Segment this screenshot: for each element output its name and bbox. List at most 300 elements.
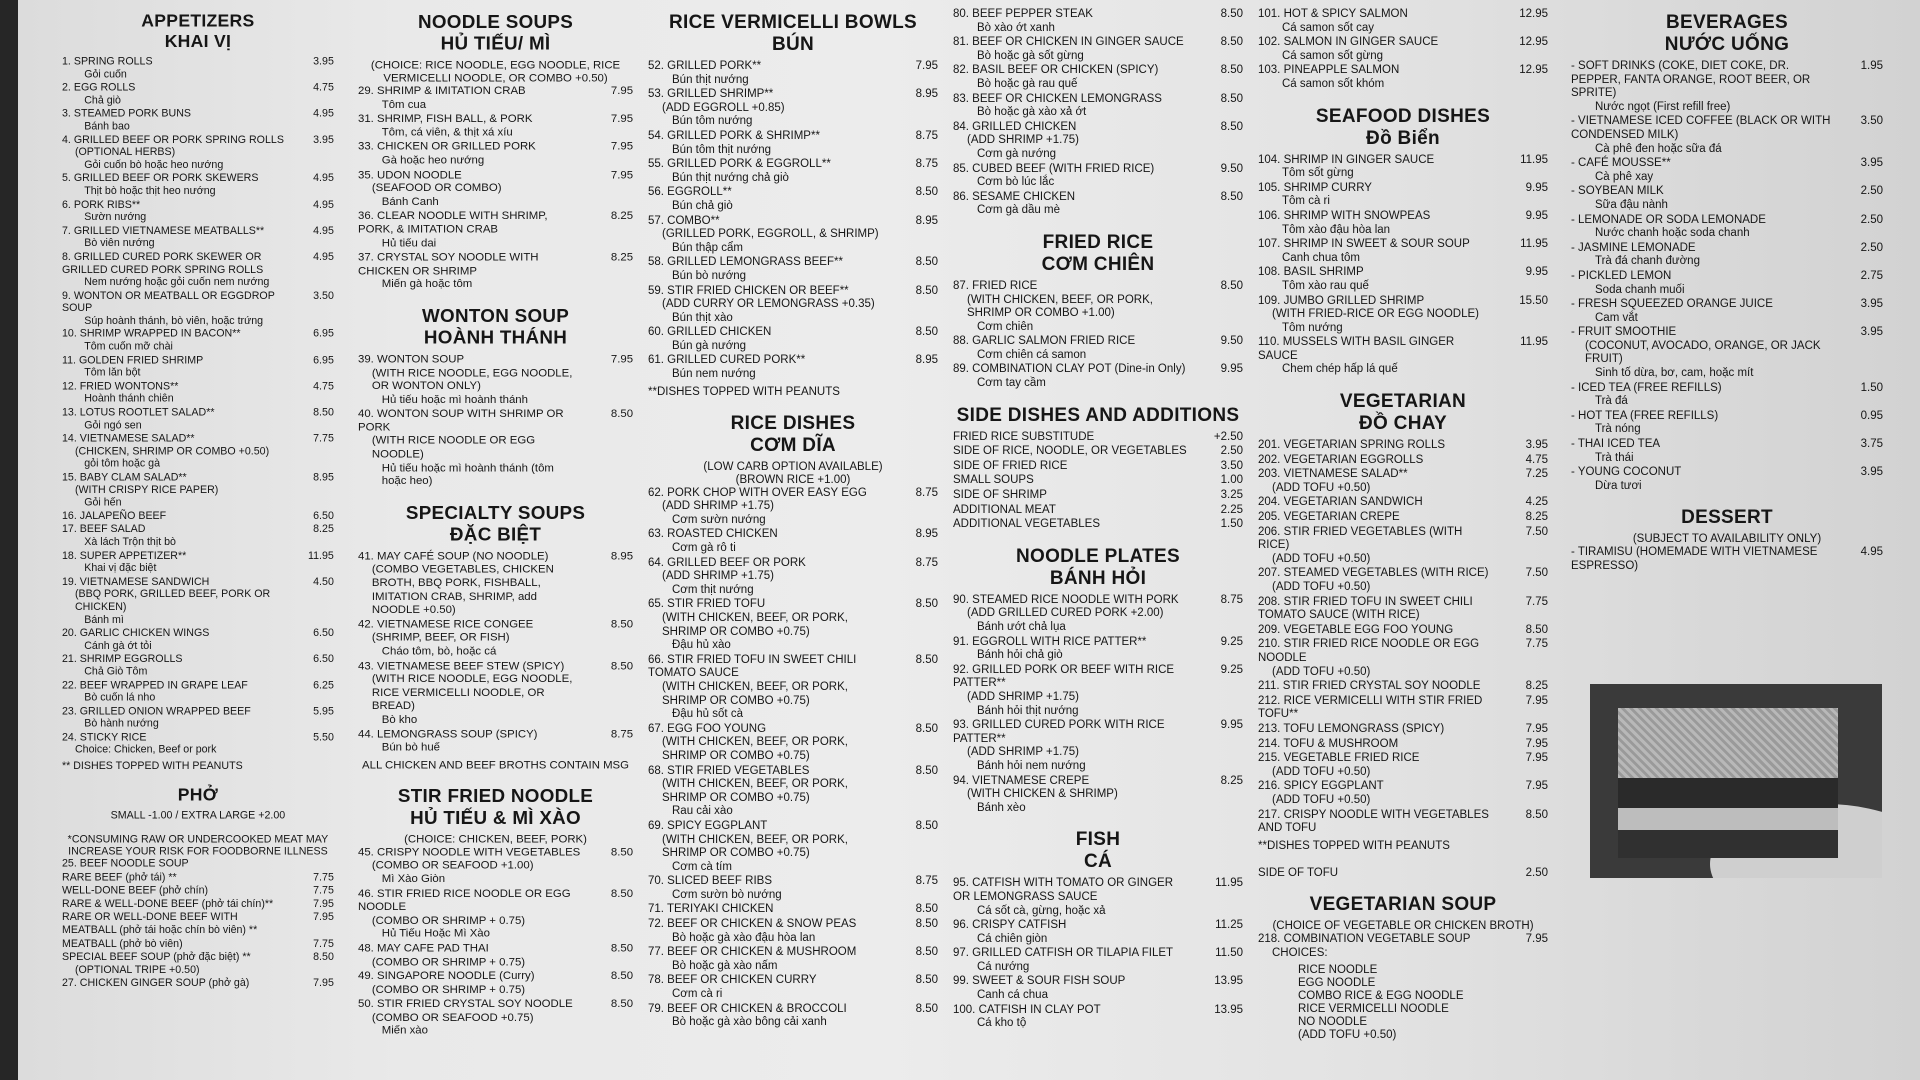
item-description: (ADD TOFU +0.50): [1272, 581, 1371, 593]
menu-item: [953, 636, 1243, 663]
item-name: 57. COMBO**: [648, 214, 720, 227]
item-name: 22. BEEF WRAPPED IN GRAPE LEAF: [62, 679, 248, 691]
menu-item: [62, 381, 334, 406]
item-vietnamese-name: Bún thịt nướng: [672, 73, 749, 86]
item-price: 8.95: [915, 88, 938, 101]
menu-item: [953, 8, 1243, 35]
menu-item: [1258, 638, 1548, 679]
item-price: 7.75: [313, 885, 334, 897]
item-vietnamese-name: Cá kho tộ: [977, 1017, 1027, 1030]
item-price: 1.50: [1220, 518, 1243, 531]
item-vietnamese-name: Cơm sườn bò nướng: [672, 888, 782, 901]
item-name: 86. SESAME CHICKEN: [953, 190, 1076, 203]
item-price: 6.50: [313, 510, 334, 522]
section-note: **DISHES TOPPED WITH PEANUTS: [1258, 839, 1450, 852]
item-name: 210. STIR FRIED RICE NOODLE OR EGG NOODLE: [1258, 638, 1480, 664]
item-name: 110. MUSSELS WITH BASIL GINGER SAUCE: [1258, 336, 1455, 362]
item-vietnamese-name: Tôm sốt gừng: [1282, 167, 1354, 180]
item-price: 6.95: [313, 328, 334, 340]
item-price: 8.50: [610, 408, 634, 421]
item-price: 12.95: [1519, 8, 1548, 20]
item-name: - VIETNAMESE ICED COFFEE (BLACK OR WITH CONDENSED MILK): [1571, 115, 1831, 141]
menu-item: [1258, 738, 1548, 752]
item-vietnamese-name: Gỏi cuốn bò hoặc heo nướng: [84, 159, 224, 171]
item-vietnamese-name: Cá sốt cà, gừng, hoặc xả: [977, 904, 1106, 917]
section-title: WONTON SOUP HOÀNH THÁNH: [421, 305, 570, 349]
menu-item: [1571, 326, 1883, 380]
menu-item: [62, 938, 334, 951]
item-vietnamese-name: Mì Xào Giòn: [381, 873, 446, 886]
item-price: 7.75: [1525, 595, 1548, 608]
menu-item: [358, 619, 633, 659]
menu-section: [953, 8, 1243, 218]
menu-item: [648, 354, 938, 381]
item-price: 9.95: [1220, 719, 1243, 732]
item-price: 7.75: [313, 938, 334, 950]
item-vietnamese-name: Trà đá: [1595, 395, 1628, 408]
item-price: 15.50: [1519, 294, 1548, 307]
item-vietnamese-name: Cơm chiên: [977, 320, 1034, 333]
item-vietnamese-name: Cam vắt: [1595, 311, 1638, 324]
item-name: 67. EGG FOO YOUNG: [648, 722, 767, 735]
item-name: 71. TERIYAKI CHICKEN: [648, 903, 774, 916]
item-name: 209. VEGETABLE EGG FOO YOUNG: [1258, 623, 1454, 636]
item-name: 50. STIR FRIED CRYSTAL SOY NOODLE: [358, 998, 573, 1011]
item-vietnamese-name: Tôm xào rau quế: [1282, 279, 1369, 292]
item-price: 2.50: [1860, 241, 1883, 254]
item-price: 8.95: [915, 528, 938, 541]
item-name: - HOT TEA (FREE REFILLS): [1571, 409, 1719, 422]
item-name: - FRESH SQUEEZED ORANGE JUICE: [1571, 298, 1773, 311]
item-name: 206. STIR FRIED VEGETABLES (WITH RICE): [1258, 525, 1463, 552]
item-price: 3.50: [313, 290, 334, 302]
menu-column-6: [1571, 8, 1883, 588]
menu-item: [1258, 266, 1548, 293]
item-price: 8.25: [313, 524, 334, 536]
item-price: 4.95: [313, 173, 334, 185]
item-vietnamese-name: Sinh tố dừa, bơ, cam, hoặc mít: [1595, 367, 1754, 380]
item-price: 8.50: [1220, 92, 1243, 105]
item-price: 7.95: [1525, 694, 1548, 707]
item-vietnamese-name: Bún thịt xào: [672, 311, 733, 324]
item-vietnamese-name: Tôm nướng: [1282, 321, 1343, 334]
menu-item: [953, 93, 1243, 120]
item-price: 6.50: [313, 627, 334, 639]
menu-item: [358, 85, 633, 112]
item-name: 59. STIR FRIED CHICKEN OR BEEF**: [648, 284, 849, 297]
item-price: 8.25: [1220, 774, 1243, 787]
item-name: 58. GRILLED LEMONGRASS BEEF**: [648, 256, 843, 269]
item-price: 11.95: [1520, 238, 1548, 251]
item-vietnamese-name: Hủ tiếu hoặc mì hoành thánh: [381, 393, 528, 406]
item-name: 52. GRILLED PORK**: [648, 60, 762, 72]
item-price: 4.95: [313, 108, 334, 120]
menu-item: [358, 888, 633, 942]
menu-item: [1571, 298, 1883, 325]
menu-item: [358, 141, 633, 168]
menu-item: [62, 199, 334, 224]
item-name: 25. BEEF NOODLE SOUP: [62, 858, 189, 870]
menu-item: [648, 557, 938, 598]
item-vietnamese-name: Rau cải xào: [672, 805, 733, 818]
item-price: 8.95: [313, 471, 334, 484]
item-vietnamese-name: Tôm lăn bột: [84, 367, 141, 379]
item-description: (WITH CHICKEN, BEEF, OR PORK, SHRIMP OR COMBO +1.00): [967, 293, 1153, 320]
item-price: 2.50: [1860, 185, 1883, 198]
item-name: 53. GRILLED SHRIMP**: [648, 88, 774, 101]
item-name: 42. VIETNAMESE RICE CONGEE: [358, 618, 534, 631]
menu-item: [62, 912, 334, 937]
item-vietnamese-name: Bún nem nướng: [672, 368, 756, 381]
item-description: CHOICES:: [1272, 946, 1328, 959]
menu-item: [648, 765, 938, 819]
item-vietnamese-name: Chem chép hấp lá quế: [1282, 363, 1398, 376]
item-price: 7.95: [1525, 933, 1548, 946]
item-vietnamese-name: Tôm cuốn mỡ chài: [84, 341, 173, 353]
item-vietnamese-name: Trà thái: [1595, 451, 1634, 464]
item-price: 8.50: [915, 819, 938, 832]
menu-item: [648, 487, 938, 528]
menu-item: [1258, 596, 1548, 623]
item-name: 6. PORK RIBS**: [62, 199, 141, 211]
menu-item: [1258, 680, 1548, 694]
item-vietnamese-name: Trà đá chanh đường: [1595, 255, 1700, 268]
item-price: 7.95: [1525, 780, 1548, 793]
item-description: (COMBO OR SHRIMP + 0.75): [371, 955, 526, 968]
item-price: 8.50: [915, 974, 938, 987]
menu-item: [1258, 933, 1548, 960]
item-name: 17. BEEF SALAD: [62, 524, 146, 536]
menu-section: [1258, 867, 1548, 881]
item-name: 70. SLICED BEEF RIBS: [648, 875, 772, 888]
item-price: 8.50: [915, 284, 938, 297]
menu-item: [648, 256, 938, 283]
item-price: 8.50: [1220, 64, 1243, 77]
menu-item: [1258, 496, 1548, 510]
item-price: 8.75: [1220, 593, 1243, 606]
menu-section: [648, 413, 938, 1030]
menu-item: [62, 225, 334, 250]
item-vietnamese-name: Bún thịt nướng chả giò: [672, 171, 789, 184]
item-name: - TIRAMISU (HOMEMADE WITH VIETNAMESE ESPRESSO): [1571, 546, 1818, 572]
item-price: 8.95: [915, 214, 938, 227]
item-price: 1.00: [1220, 474, 1243, 487]
item-description: (GRILLED PORK, EGGROLL, & SHRIMP): [662, 228, 879, 241]
item-vietnamese-name: Tôm cua: [381, 98, 427, 111]
item-price: 11.50: [1215, 947, 1243, 960]
section-intro: (CHOICE OF VEGETABLE OR CHICKEN BROTH): [1272, 920, 1534, 933]
cake-slice-shape: [1618, 708, 1838, 858]
item-description: (WITH RICE NOODLE, EGG NOODLE, OR WONTON ONLY): [371, 366, 573, 393]
item-price: 7.95: [1525, 737, 1548, 750]
section-title: NOODLE PLATES BÁNH HỎI: [1016, 545, 1180, 589]
menu-item: [1571, 270, 1883, 297]
item-vietnamese-name: Cháo tôm, bò, hoặc cá: [381, 645, 497, 658]
item-price: 8.50: [915, 598, 938, 611]
item-vietnamese-name: Cơm gà rô ti: [672, 542, 736, 555]
menu-item: [953, 719, 1243, 773]
menu-section: [358, 786, 633, 1039]
menu-item: [953, 594, 1243, 635]
item-vietnamese-name: Cá samon sốt cay: [1282, 21, 1375, 34]
menu-item: [62, 407, 334, 432]
menu-item: [62, 885, 334, 898]
item-name: 218. COMBINATION VEGETABLE SOUP: [1258, 933, 1471, 946]
item-vietnamese-name: Hủ tiếu dai: [381, 237, 437, 250]
item-description: (WITH CHICKEN, BEEF, OR PORK, SHRIMP OR COMBO +0.75): [662, 833, 848, 860]
item-name: 204. VEGETARIAN SANDWICH: [1258, 496, 1423, 509]
item-vietnamese-name: Bún chả giò: [672, 199, 733, 212]
item-name: 68. STIR FRIED VEGETABLES: [648, 764, 810, 777]
menu-column-3: [648, 8, 938, 1044]
item-name: 82. BASIL BEEF OR CHICKEN (SPICY): [953, 64, 1159, 77]
item-price: 11.95: [1520, 153, 1548, 166]
item-vietnamese-name: Bánh hỏi nem nướng: [977, 759, 1086, 772]
item-name: - JASMINE LEMONADE: [1571, 241, 1696, 254]
menu-item: [648, 285, 938, 326]
menu-item: [1258, 624, 1548, 638]
menu-item: [62, 654, 334, 679]
section-title: RICE DISHES CƠM DĨA: [730, 412, 856, 456]
item-price: 8.50: [915, 1002, 938, 1015]
item-description: (WITH RICE NOODLE, EGG NOODLE, RICE VERMICELLI NOODLE, OR BREAD): [371, 673, 573, 713]
item-price: 8.50: [1220, 8, 1243, 20]
item-price: 8.50: [915, 722, 938, 735]
menu-item: [953, 163, 1243, 190]
item-price: 8.75: [915, 875, 938, 888]
menu-item: [1258, 336, 1548, 377]
section-title: RICE VERMICELLI BOWLS BÚN: [668, 12, 918, 55]
item-name: 208. STIR FRIED TOFU IN SWEET CHILI TOMATO SAUCE (WITH RICE): [1258, 595, 1473, 622]
item-name: 35. UDON NOODLE: [358, 168, 462, 181]
item-name: 205. VEGETARIAN CREPE: [1258, 511, 1400, 524]
item-price: 8.50: [915, 326, 938, 339]
item-price: 8.50: [313, 951, 334, 963]
menu-item: [1258, 36, 1548, 63]
item-vietnamese-name: Chả giò: [84, 94, 121, 106]
item-name: 84. GRILLED CHICKEN: [953, 120, 1077, 133]
menu-section: [953, 829, 1243, 1031]
item-name: - ICED TEA (FREE REFILLS): [1571, 381, 1722, 394]
item-name: 48. MAY CAFE PAD THAI: [358, 942, 489, 955]
item-vietnamese-name: Xà lách Trộn thịt bò: [84, 536, 176, 548]
section-intro: (LOW CARB OPTION AVAILABLE) (BROWN RICE +1.00): [703, 460, 883, 486]
item-price: 12.95: [1519, 64, 1548, 77]
item-name: 24. STICKY RICE: [62, 732, 147, 744]
item-price: 2.50: [1220, 445, 1243, 458]
section-title: SPECIALTY SOUPS ĐẶC BIỆT: [405, 502, 586, 546]
item-name: 1. SPRING ROLLS: [62, 56, 153, 68]
menu-item: [1571, 410, 1883, 437]
item-vietnamese-name: Bò viên nướng: [84, 237, 155, 250]
menu-item: [62, 355, 334, 380]
item-name: 13. LOTUS ROOTLET SALAD**: [62, 407, 215, 419]
item-price: 4.75: [313, 381, 334, 393]
item-price: 8.95: [610, 550, 634, 563]
item-price: 6.50: [313, 653, 334, 665]
menu-item: [1258, 154, 1548, 181]
menu-item: [953, 877, 1243, 918]
menu-item: [1258, 809, 1548, 836]
section-intro: (CHOICE: RICE NOODLE, EGG NOODLE, RICE VERMICELLI NOODLE, OR COMBO +0.50): [370, 59, 621, 85]
menu-item: [358, 252, 633, 292]
item-price: 8.50: [610, 970, 634, 983]
item-vietnamese-name: Gỏi cuốn: [84, 68, 127, 80]
item-name: 93. GRILLED CURED PORK WITH RICE PATTER**: [953, 719, 1165, 745]
item-vietnamese-name: Cà phê đen hoặc sữa đá: [1595, 142, 1722, 155]
menu-item: [648, 654, 938, 722]
item-name: RARE & WELL-DONE BEEF (phở tái chín)**: [62, 898, 274, 910]
menu-item: [358, 408, 633, 489]
menu-item: [62, 978, 334, 991]
item-name: 83. BEEF OR CHICKEN LEMONGRASS: [953, 92, 1162, 105]
item-name: 64. GRILLED BEEF OR PORK: [648, 556, 806, 569]
item-name: 214. TOFU & MUSHROOM: [1258, 737, 1399, 750]
menu-item: [62, 628, 334, 653]
item-name: ADDITIONAL MEAT: [953, 503, 1056, 516]
item-name: 94. VIETNAMESE CREPE: [953, 774, 1090, 787]
item-price: 8.95: [915, 354, 938, 367]
item-vietnamese-name: Bánh hỏi chả giò: [977, 649, 1063, 662]
section-title: FISH CÁ: [1075, 829, 1121, 873]
item-name: MEATBALL (phở bò viên): [62, 938, 183, 950]
menu-item: [62, 329, 334, 354]
item-name: 81. BEEF OR CHICKEN IN GINGER SAUCE: [953, 36, 1184, 49]
item-vietnamese-name: Gà hoặc heo nướng: [381, 154, 485, 167]
item-name: 41. MAY CAFÉ SOUP (NO NOODLE): [358, 550, 549, 563]
menu-item: [648, 528, 938, 555]
item-name: FRIED RICE SUBSTITUDE: [953, 430, 1095, 443]
item-vietnamese-name: Bún tôm nướng: [672, 115, 753, 128]
menu-item: [1258, 867, 1548, 881]
item-price: 13.95: [1214, 975, 1243, 988]
item-name: 8. GRILLED CURED PORK SKEWER OR GRILLED CURED PORK SPRING ROLLS: [62, 251, 264, 276]
item-name: 61. GRILLED CURED PORK**: [648, 354, 806, 367]
item-vietnamese-name: Đậu hủ sốt cà: [672, 708, 743, 721]
item-price: 7.95: [915, 60, 938, 72]
menu-item: [648, 723, 938, 764]
item-vietnamese-name: Bún tôm thịt nướng: [672, 143, 771, 156]
section-title: PHỞ: [177, 785, 219, 806]
menu-item: [953, 474, 1243, 488]
item-price: 8.50: [1220, 120, 1243, 133]
menu-item: [648, 875, 938, 902]
item-description: (OPTIONAL HERBS): [74, 147, 176, 159]
item-price: 7.50: [1525, 525, 1548, 538]
item-description: Choice: Chicken, Beef or pork: [74, 744, 217, 756]
section-title: FRIED RICE CƠM CHIÊN: [1041, 231, 1155, 275]
menu-item: [648, 130, 938, 157]
item-name: 45. CRISPY NOODLE WITH VEGETABLES: [358, 846, 581, 859]
item-price: 6.95: [313, 354, 334, 367]
item-name: 97. GRILLED CATFISH OR TILAPIA FILET: [953, 947, 1174, 960]
item-vietnamese-name: Bánh xèo: [977, 801, 1026, 814]
section-title: BEVERAGES NƯỚC UỐNG: [1664, 12, 1790, 55]
item-name: 40. WONTON SOUP WITH SHRIMP OR PORK: [358, 408, 564, 434]
item-name: 18. SUPER APPETIZER**: [62, 550, 187, 562]
item-description: (ADD SHRIMP +1.75): [967, 746, 1079, 759]
menu-item: [1258, 454, 1548, 468]
item-description: (WITH CHICKEN & SHRIMP): [967, 788, 1118, 801]
item-vietnamese-name: Bò hoặc gà xào xả ớt: [977, 106, 1087, 119]
item-price: 13.95: [1214, 1003, 1243, 1016]
item-vietnamese-name: Miến xào: [381, 1025, 428, 1038]
item-name: 31. SHRIMP, FISH BALL, & PORK: [358, 113, 533, 126]
item-price: 8.50: [915, 918, 938, 931]
item-name: - THAI ICED TEA: [1571, 438, 1661, 451]
menu-item: [62, 680, 334, 705]
item-price: 3.50: [1860, 115, 1883, 128]
menu-section: [1258, 8, 1548, 92]
item-vietnamese-name: Khai vị đặc biệt: [84, 562, 157, 574]
item-vietnamese-name: Hủ tiếu hoặc mì hoành thánh (tôm hoặc heo): [381, 462, 554, 488]
item-price: 3.95: [1525, 439, 1548, 452]
item-vietnamese-name: Chả Giò Tôm: [84, 666, 148, 678]
item-price: 7.95: [610, 85, 634, 98]
item-vietnamese-name: Tôm xào đậu hòa lan: [1282, 223, 1391, 236]
menu-section: [953, 546, 1243, 816]
item-price: 8.50: [915, 946, 938, 959]
item-description: (WITH RICE NOODLE OR EGG NOODLE): [371, 435, 536, 461]
item-price: 11.95: [1520, 336, 1548, 349]
item-price: 8.50: [610, 660, 634, 672]
section-note: RICE NOODLE EGG NOODLE COMBO RICE & EGG NOODLE RICE VERMICELLI NOODLE NO NOODLE (ADD TOFU +0.50): [1298, 964, 1464, 1042]
item-description: (WITH FRIED-RICE OR EGG NOODLE): [1272, 308, 1479, 321]
menu-item: [1258, 295, 1548, 336]
item-name: 215. VEGETABLE FRIED RICE: [1258, 752, 1420, 765]
section-note: **DISHES TOPPED WITH PEANUTS: [648, 385, 840, 398]
section-intro: (CHOICE: CHICKEN, BEEF, PORK): [404, 833, 587, 846]
item-vietnamese-name: Gỏi hến: [84, 497, 122, 509]
menu-item: [62, 706, 334, 731]
section-note: ALL CHICKEN AND BEEF BROTHS CONTAIN MSG: [362, 759, 630, 772]
item-price: 8.50: [610, 998, 634, 1011]
menu-item: [358, 660, 633, 727]
menu-item: [358, 942, 633, 969]
item-description: (WITH CHICKEN, BEEF, OR PORK, SHRIMP OR COMBO +0.75): [662, 778, 848, 804]
item-vietnamese-name: Bánh hỏi thịt nướng: [977, 704, 1079, 717]
item-name: 62. PORK CHOP WITH OVER EASY EGG: [648, 486, 867, 499]
item-price: 12.95: [1519, 36, 1548, 49]
item-name: 207. STEAMED VEGETABLES (WITH RICE): [1258, 567, 1489, 580]
item-vietnamese-name: Cơm gà dầu mè: [977, 204, 1060, 217]
item-vietnamese-name: Bún gà nướng: [672, 339, 747, 352]
menu-item: [62, 576, 334, 626]
item-name: 79. BEEF OR CHICKEN & BROCCOLI: [648, 1002, 847, 1015]
menu-item: [648, 326, 938, 353]
item-vietnamese-name: Dừa tươi: [1595, 479, 1642, 492]
item-name: - LEMONADE OR SODA LEMONADE: [1571, 213, 1766, 226]
item-price: 8.50: [610, 618, 634, 631]
item-name: 78. BEEF OR CHICKEN CURRY: [648, 974, 817, 987]
item-name: 203. VIETNAMESE SALAD**: [1258, 468, 1408, 481]
item-price: 7.95: [313, 977, 334, 990]
item-name: 106. SHRIMP WITH SNOWPEAS: [1258, 209, 1431, 222]
menu-item: [1258, 526, 1548, 567]
section-title: STIR FRIED NOODLE HỦ TIẾU & MÌ XÀO: [397, 785, 594, 829]
item-name: 77. BEEF OR CHICKEN & MUSHROOM: [648, 946, 857, 959]
menu-item: [1571, 60, 1883, 114]
menu-item: [62, 82, 334, 107]
item-price: 8.25: [610, 210, 634, 223]
item-price: 8.50: [313, 407, 334, 419]
item-price: 4.75: [1525, 453, 1548, 466]
section-title: VEGETARIAN ĐỒ CHAY: [1339, 391, 1467, 435]
item-description: (SEAFOOD OR COMBO): [371, 182, 502, 195]
menu-column-2: [358, 8, 633, 1053]
menu-section: [648, 12, 938, 399]
section-intro: (SUBJECT TO AVAILABILITY ONLY): [1632, 533, 1822, 546]
